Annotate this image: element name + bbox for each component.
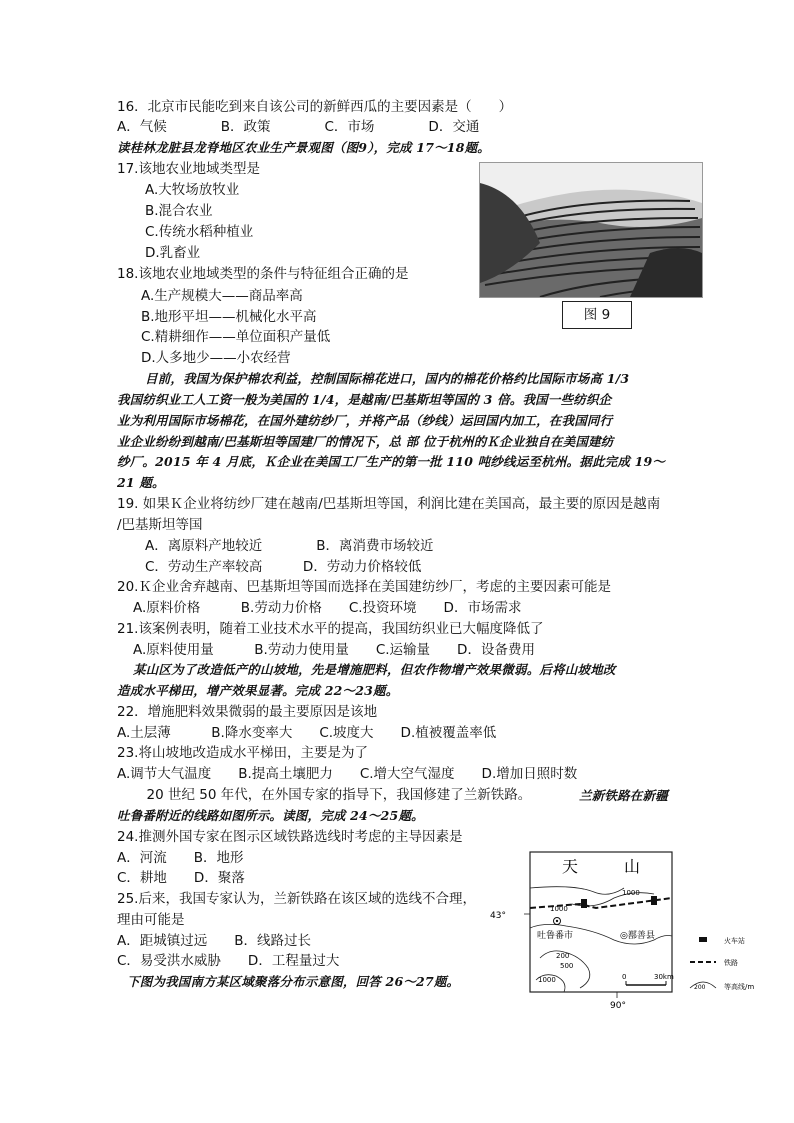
question-21-options: A.原料使用量 B.劳动力使用量 C.运输量 D．设备费用: [133, 642, 535, 658]
scale-end: 30km: [654, 973, 674, 981]
contour-label: 500: [560, 962, 574, 970]
question-20: 20.Ｋ企业舍弃越南、巴基斯坦等国而选择在美国建纺纱厂，考虑的主要因素可能是: [117, 579, 611, 595]
question-23-options: A.调节大气温度 B.提高土壤肥力 C.增大空气湿度 D.增加日照时数: [117, 766, 578, 782]
question-16: 16．北京市民能吃到来自该公司的新鲜西瓜的主要因素是（ ）: [117, 99, 513, 115]
contour-label: 200: [556, 952, 570, 960]
legend-contour-value: 200: [694, 984, 706, 991]
scale-start: 0: [622, 973, 627, 981]
contour-label: 1000: [622, 889, 640, 897]
question-18: 18.该地农业地域类型的条件与特征组合正确的是: [117, 266, 409, 282]
intro-17-18: 读桂林龙脏县龙脊地区农业生产景观图（图9），完成 17～18题。: [117, 140, 490, 155]
question-17-option-a: A.大牧场放牧业: [145, 182, 240, 198]
passage-line-1: 目前，我国为保护棉农利益，控制国际棉花进口，国内的棉花价格约比国际市场高 1/3: [145, 371, 630, 386]
contour-label: 1000: [538, 976, 556, 984]
question-25-options-cd: C．易受洪水威胁 D．工程量过大: [117, 953, 340, 969]
legend-rail-label: 铁路: [724, 959, 738, 967]
passage-line-3: 业为利用国际市场棉花，在国外建纺纱厂，并将产品（纱线）运回国内加工，在我国同行: [117, 413, 613, 428]
question-20-options: A.原料价格 B.劳动力价格 C.投资环境 D．市场需求: [133, 600, 522, 616]
passage-line-4: 业企业纷纷到越南/巴基斯坦等国建厂的情况下，总 部 位于杭州的Ｋ企业独自在美国建纺: [117, 434, 614, 449]
contour-label: 1000: [550, 905, 568, 913]
city-turpan: 吐鲁番市: [537, 931, 574, 941]
label-shan: 山: [624, 857, 641, 876]
question-17-option-d: D.乳畜业: [145, 245, 201, 261]
intro-26-27: 下图为我国南方某区域聚落分布示意图，回答 26～27题。: [127, 974, 460, 989]
question-19-options-ab: A．离原料产地较近 B．离消费市场较近: [145, 538, 434, 554]
question-24-options-cd: C．耕地 D．聚落: [117, 870, 245, 886]
longitude-label: 90°: [610, 1001, 626, 1011]
question-18-option-c: C.精耕细作——单位面积产量低: [141, 329, 331, 345]
question-24-options-ab: A．河流 B．地形: [117, 850, 244, 866]
question-25: 25.后来，我国专家认为，兰新铁路在该区域的选线不合理，: [117, 891, 476, 907]
question-17-option-c: C.传统水稻种植业: [145, 224, 254, 240]
question-19-options-cd: C．劳动生产率较高 D．劳动力价格较低: [145, 559, 422, 575]
intro-24-25-line-1: 20 世纪 50 年代，在外国专家的指导下，我国修建了兰新铁路。: [133, 787, 532, 803]
legend-station-icon: [699, 937, 707, 942]
question-18-option-a: A.生产规模大——商品率高: [141, 288, 303, 304]
question-16-options: A．气候 B．政策 C．市场 D．交通: [117, 119, 480, 135]
map-svg: [484, 848, 770, 1012]
question-25-options-ab: A．距城镇过远 B．线路过长: [117, 933, 311, 949]
legend-station-label: 火车站: [724, 937, 745, 945]
label-tian: 天: [562, 857, 579, 876]
lanxin-railway-map: [484, 848, 770, 1012]
county-shanshan: ◎鄯善县: [620, 931, 655, 941]
question-24: 24.推测外国专家在图示区域铁路选线时考虑的主导因素是: [117, 829, 463, 845]
legend-contour-label: 等高线/m: [724, 983, 755, 991]
station-icon: [651, 896, 657, 905]
map-frame: [530, 852, 672, 992]
question-21: 21.该案例表明，随着工业技术水平的提高，我国纺织业已大幅度降低了: [117, 621, 544, 637]
station-icon: [581, 899, 587, 908]
intro-22-23-line-1: 某山区为了改造低产的山坡地，先是增施肥料，但农作物增产效果微弱。后将山坡地改: [133, 662, 616, 677]
question-22: 22．增施肥料效果微弱的最主要原因是该地: [117, 704, 378, 720]
terrace-photo: [479, 162, 703, 298]
question-17: 17.该地农业地域类型是: [117, 161, 260, 177]
passage-line-6: 21 题。: [117, 475, 165, 490]
passage-line-2: 我国纺织业工人工资一般为美国的 1/4，是越南/巴基斯坦等国的 3 倍。我国一些纺织企: [117, 392, 612, 407]
question-25-cont: 理由可能是: [117, 912, 185, 928]
latitude-label: 43°: [490, 911, 506, 921]
rice-terrace-image: [480, 163, 702, 297]
question-18-option-d: D.人多地少——小农经营: [141, 350, 291, 366]
figure-9-caption: 图 9: [562, 301, 632, 329]
passage-line-5: 纱厂。2015 年 4 月底，Ｋ企业在美国工厂生产的第一批 110 吨纱线运至杭州。据此完成 19～: [117, 454, 666, 469]
intro-24-25-line-2: 吐鲁番附近的线路如图所示。读图，完成 24～25题。: [117, 808, 424, 823]
question-23: 23.将山坡地改造成水平梯田，主要是为了: [117, 745, 368, 761]
question-17-option-b: B.混合农业: [145, 203, 213, 219]
question-19: 19. 如果Ｋ企业将纺纱厂建在越南/巴基斯坦等国，利润比建在美国高，最主要的原因是越南: [117, 496, 661, 512]
intro-24-25-line-1-tail: 兰新铁路在新疆: [579, 788, 668, 803]
question-22-options: A.土层薄 B.降水变率大 C.坡度大 D.植被覆盖率低: [117, 725, 497, 741]
intro-22-23-line-2: 造成水平梯田，增产效果显著。完成 22～23题。: [117, 683, 399, 698]
question-19-cont: /巴基斯坦等国: [117, 517, 203, 533]
question-18-option-b: B.地形平坦——机械化水平高: [141, 309, 317, 325]
